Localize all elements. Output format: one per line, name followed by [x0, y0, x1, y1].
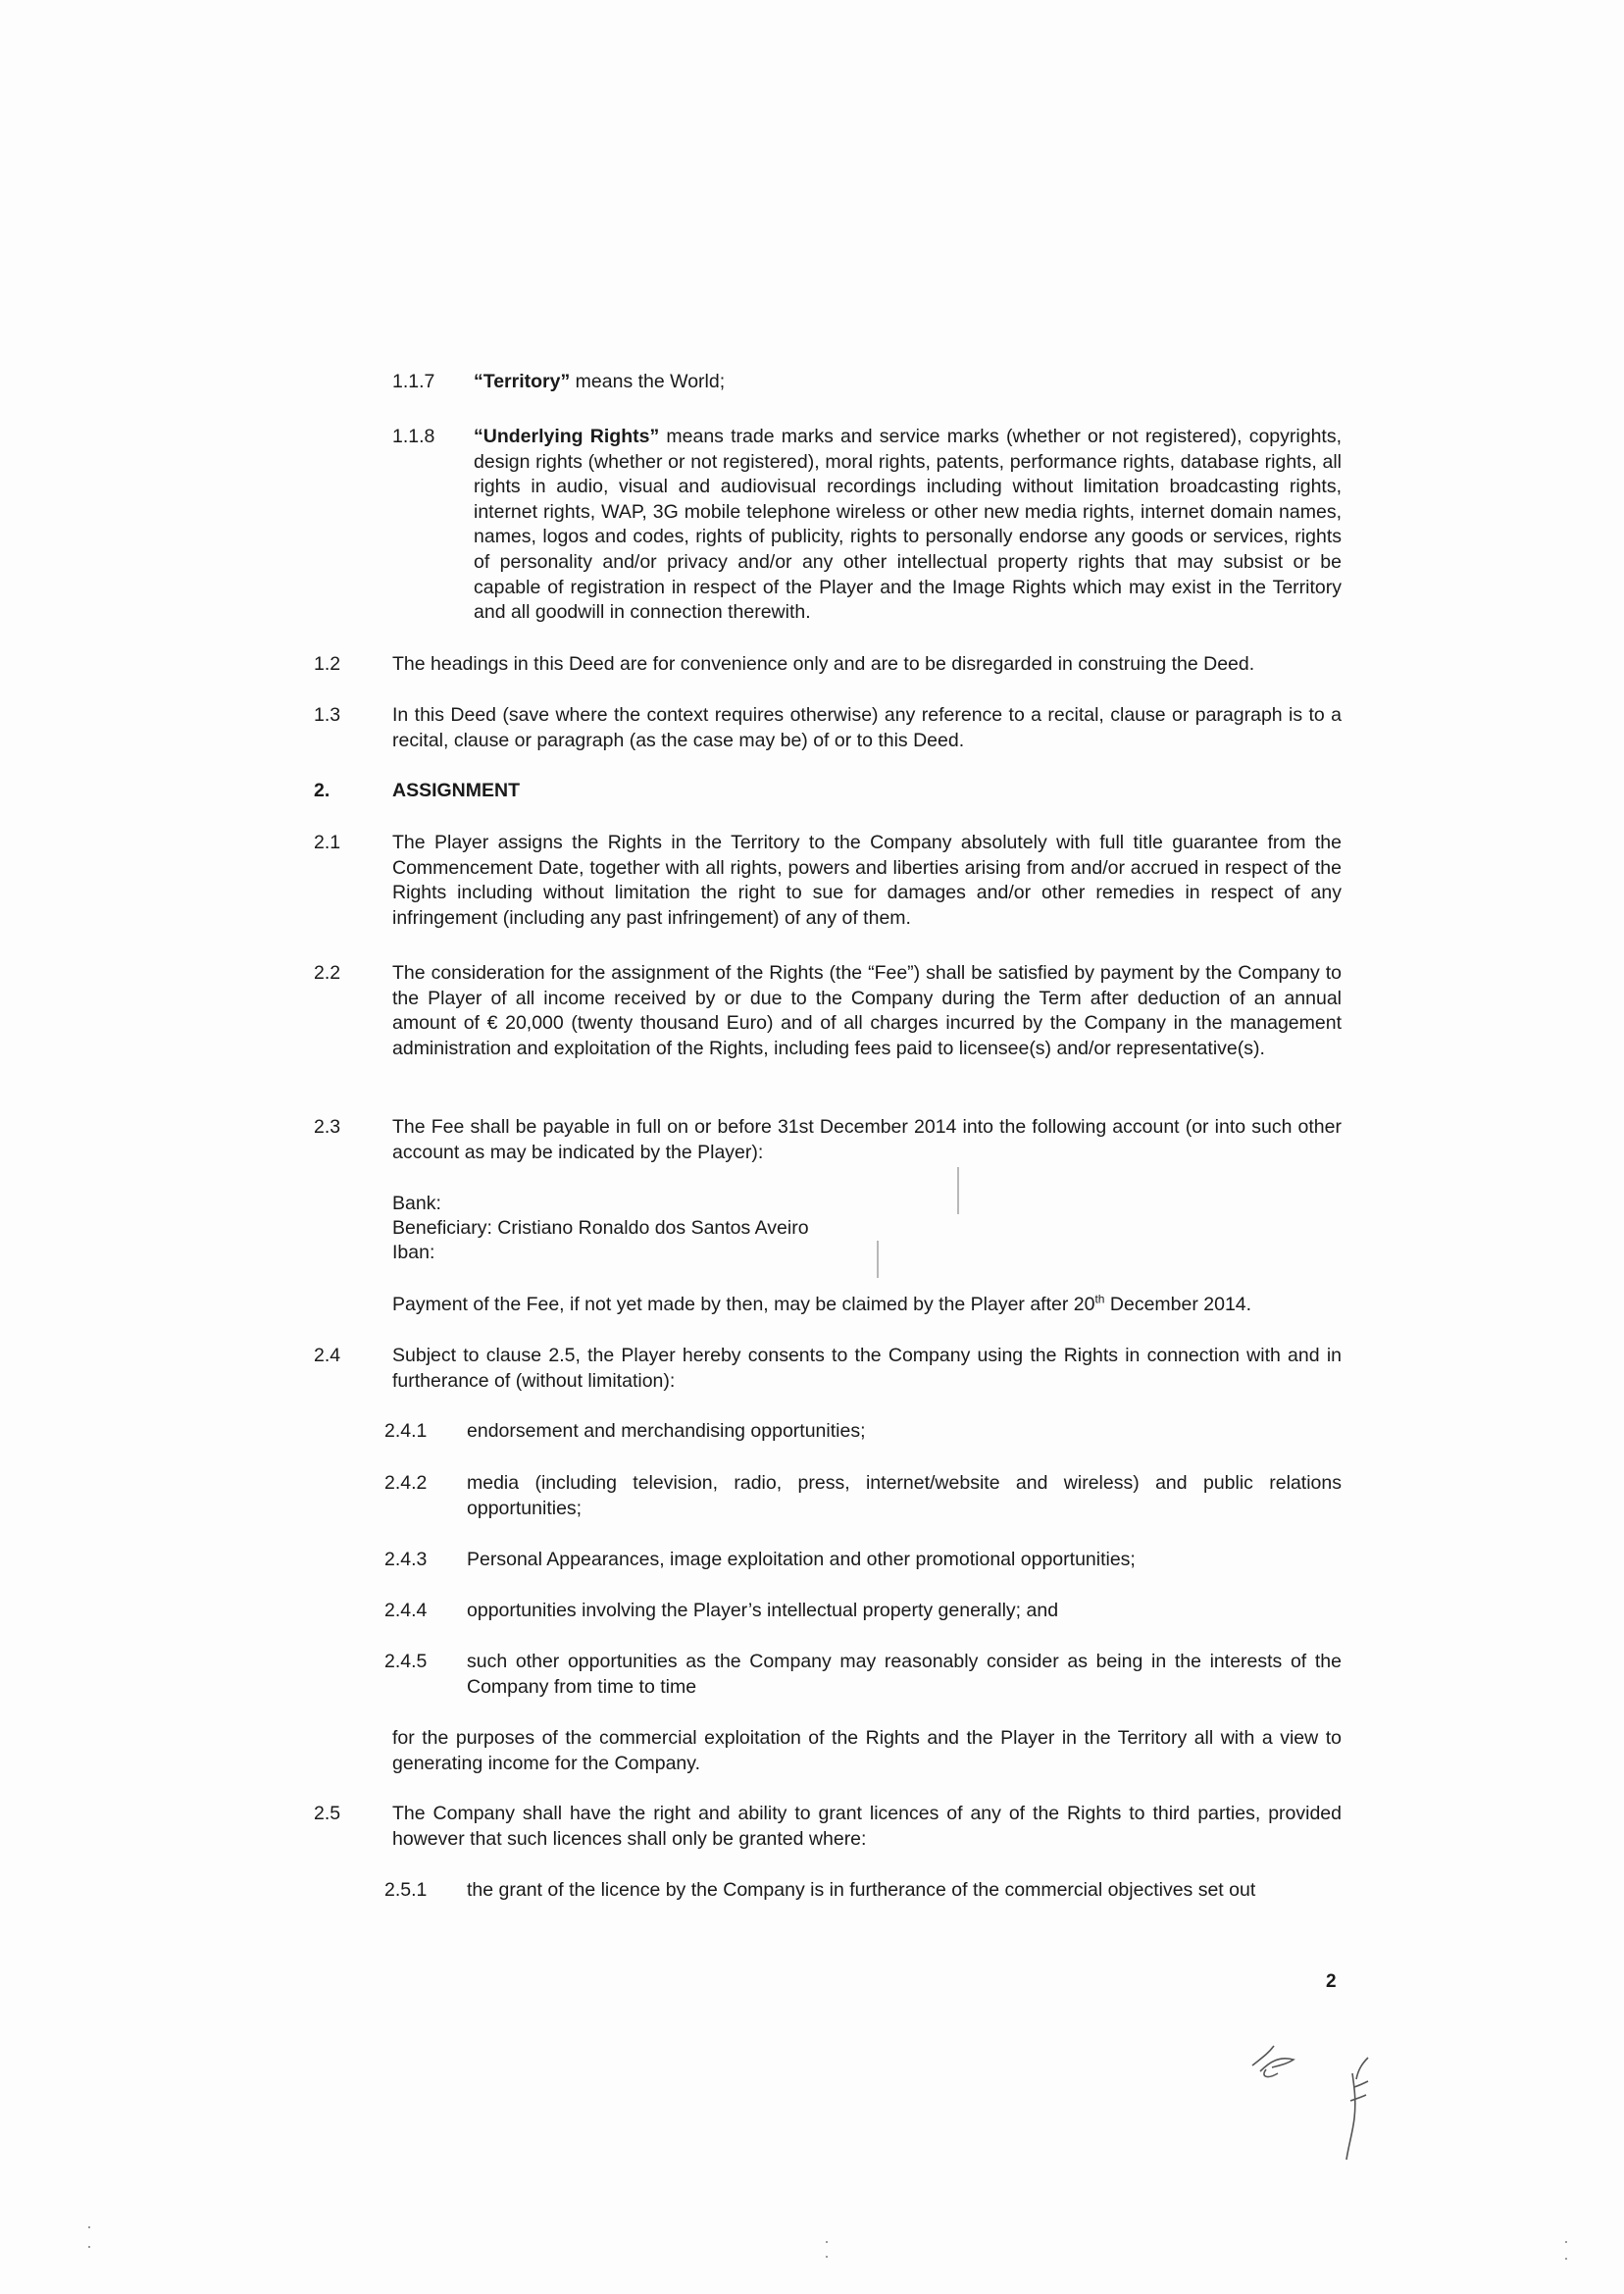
redaction-mark — [957, 1167, 959, 1214]
defined-term: “Territory” — [474, 371, 571, 392]
clause-number: 2.4.5 — [384, 1651, 428, 1672]
clause-number: 2.4.4 — [384, 1600, 428, 1621]
clause-2-4-5: such other opportunities as the Company may reasonably consider as being in the interests of the Company from time to time — [467, 1651, 1342, 1698]
clause-2-4: Subject to clause 2.5, the Player hereby consents to the Company using the Rights in connection with and in furtherance of (without limitation): — [392, 1345, 1342, 1392]
clause-1-1-8 — [474, 425, 1342, 626]
page-number: 2 — [1326, 1971, 1337, 1992]
clause-1-1-7 — [474, 370, 1342, 395]
clause-number: 2.1 — [314, 832, 341, 853]
section-number: 2. — [314, 780, 330, 801]
payment-text: Payment of the Fee, if not yet made by then, may be claimed by the Player after 20 — [392, 1294, 1095, 1315]
clause-number: 2.4 — [314, 1345, 341, 1366]
clause-text: means trade marks and service marks (whether or not registered), copyrights, design rights (whether or not registered), moral rights, patents, performance rights, database rights, all rights in audio, visual and audiovisual recordings including without limitation broadcasting rights, internet rights, WAP, 3G mobile telephone wireless or other new media rights, internet domain names, names, logos and codes, rights of publicity, rights to personally endorse any goods or services, rights of personality and/or privacy and/or any other intellectual property rights that may subsist or be capable of registration in respect of the Player and the Image Rights which may exist in the Territory and all goodwill in connection therewith. — [474, 426, 1343, 624]
clause-number: 2.4.2 — [384, 1472, 428, 1494]
scan-speck — [826, 2241, 828, 2243]
ordinal-suffix: th — [1094, 1292, 1105, 1306]
clause-2-3: The Fee shall be payable in full on or before 31st December 2014 into the following account (or into such other account as may be indicated by the Player): — [392, 1116, 1342, 1163]
initial-stroke-right — [1346, 2058, 1368, 2160]
clause-2-4-tail: for the purposes of the commercial exploitation of the Rights and the Player in the Territory all with a view to generating income for the Company. — [392, 1727, 1342, 1774]
clause-text: means the World; — [570, 371, 726, 392]
clause-number: 2.5 — [314, 1803, 341, 1824]
clause-2-1: The Player assigns the Rights in the Territory to the Company absolutely with full title guarantee from the Commencement Date, together with all rights, powers and liberties arising from and/or accrued in respect of the Rights including without limitation the right to sue for damages and/or other remedies in respect of any infringement (including any past infringement) of any of them. — [392, 832, 1342, 929]
clause-2-4-4: opportunities involving the Player’s intellectual property generally; and — [467, 1600, 1059, 1621]
clause-number: 2.4.3 — [384, 1549, 428, 1570]
handwritten-initials — [1241, 2040, 1407, 2167]
clause-number: 1.2 — [314, 653, 341, 675]
clause-number: 1.3 — [314, 704, 341, 726]
clause-1-2: The headings in this Deed are for convenience only and are to be disregarded in construing the Deed. — [392, 653, 1255, 675]
beneficiary-line: Beneficiary: Cristiano Ronaldo dos Santos Aveiro — [392, 1217, 809, 1239]
clause-number: 2.3 — [314, 1116, 341, 1138]
scan-speck — [826, 2256, 828, 2258]
section-heading: ASSIGNMENT — [392, 780, 521, 801]
iban-line: Iban: — [392, 1242, 435, 1263]
clause-2-4-1: endorsement and merchandising opportunities; — [467, 1420, 866, 1442]
clause-2-4-2: media (including television, radio, press, internet/website and wireless) and public relations opportunities; — [467, 1472, 1342, 1519]
scan-speck — [1565, 2258, 1567, 2260]
scan-speck — [88, 2226, 90, 2228]
defined-term: “Underlying Rights” — [474, 426, 660, 447]
clause-number: 2.4.1 — [384, 1420, 428, 1442]
payment-text-end: December 2014. — [1104, 1294, 1252, 1315]
scan-speck — [1565, 2241, 1567, 2243]
payment-note — [392, 1293, 1342, 1318]
bank-line: Bank: — [392, 1193, 441, 1214]
clause-2-5-1: the grant of the licence by the Company is in furtherance of the commercial objectives set out — [467, 1879, 1256, 1901]
clause-1-3: In this Deed (save where the context requires otherwise) any reference to a recital, clause or paragraph is to a recital, clause or paragraph (as the case may be) of or to this Deed. — [392, 704, 1342, 751]
clause-2-2: The consideration for the assignment of the Rights (the “Fee”) shall be satisfied by payment by the Company to the Player of all income received by or due to the Company during the Term after deduction of an annual amount of € 20,000 (twenty thousand Euro) and of all charges incurred by the Company in the management administration and exploitation of the Rights, including fees paid to licensee(s) and/or representative(s). — [392, 962, 1342, 1059]
clause-number: 1.1.7 — [392, 371, 435, 392]
clause-2-4-3: Personal Appearances, image exploitation and other promotional opportunities; — [467, 1549, 1136, 1570]
redaction-mark — [877, 1241, 879, 1278]
clause-number: 2.5.1 — [384, 1879, 428, 1901]
clause-number: 2.2 — [314, 962, 341, 984]
clause-2-5: The Company shall have the right and ability to grant licences of any of the Rights to third parties, provided however that such licences shall only be granted where: — [392, 1803, 1342, 1850]
clause-number: 1.1.8 — [392, 426, 435, 447]
initial-stroke-left — [1252, 2046, 1294, 2076]
scan-speck — [88, 2246, 90, 2248]
